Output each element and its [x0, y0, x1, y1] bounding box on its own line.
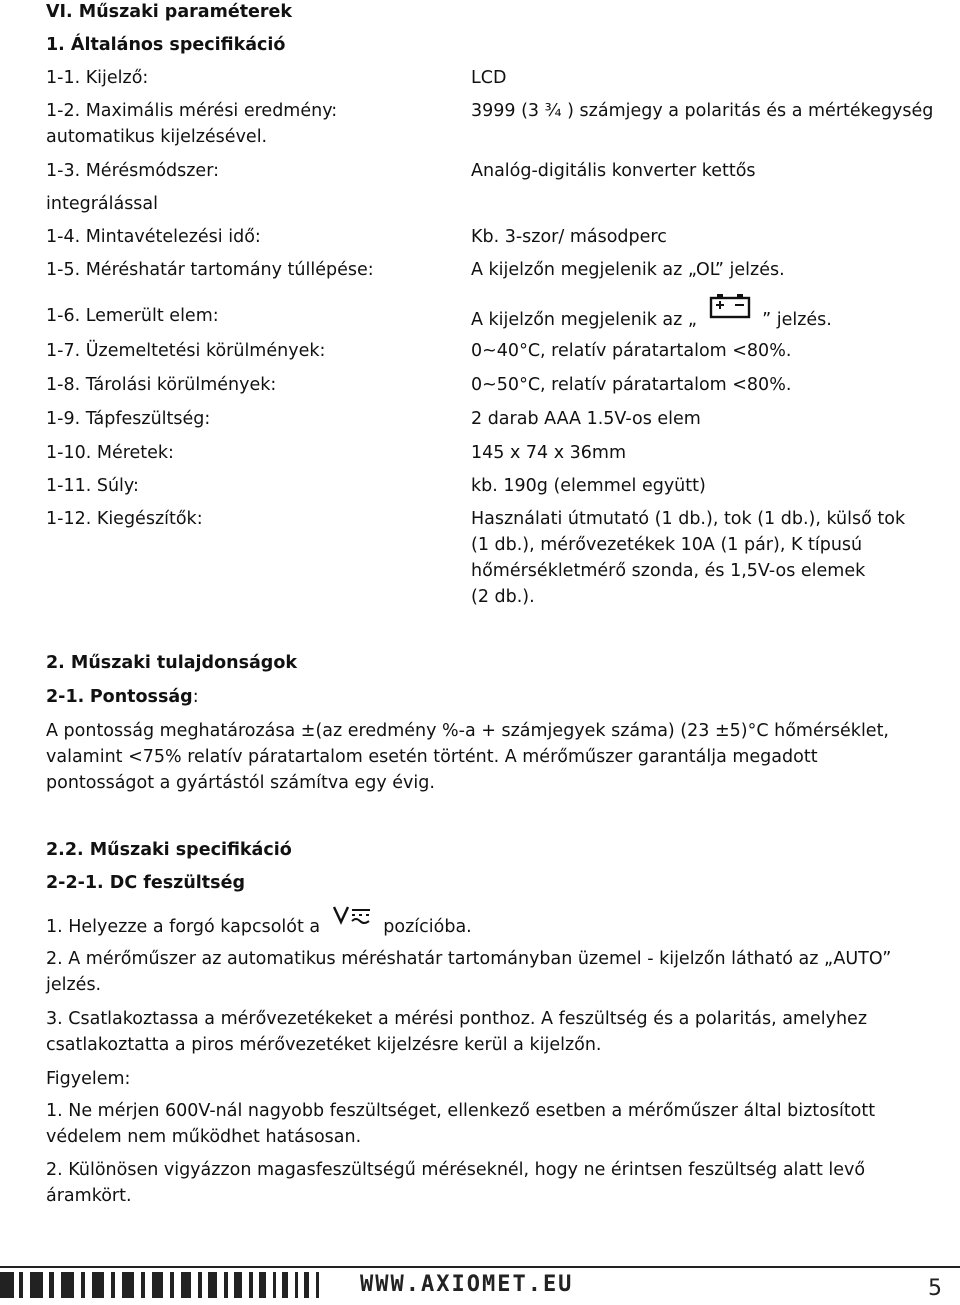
low-battery-text-post: ” jelzés.: [762, 310, 832, 330]
spec-value-weight: kb. 190g (elemmel együtt): [471, 476, 706, 496]
warning-1: 1. Ne mérjen 600V-nál nagyobb feszültséget, ellenkező esetben a mérőműszer által biztosított védelem nem működhet hatásosan.: [46, 1101, 876, 1147]
accuracy-title-text: Pontosság: [89, 687, 193, 707]
spec-label-max-result: 1-2. Maximális mérési eredmény:: [46, 101, 338, 121]
spec-label-overrange: 1-5. Méréshatár tartomány túllépése:: [46, 260, 374, 280]
accuracy-title: [46, 684, 199, 710]
spec-label-accessories: 1-12. Kiegészítők:: [46, 509, 203, 529]
spec-value-power: 2 darab AAA 1.5V-os elem: [471, 409, 701, 429]
spec-value-sampling: Kb. 3-szor/ másodperc: [471, 227, 667, 247]
spec-label-low-battery: 1-6. Lemerült elem:: [46, 306, 219, 326]
spec-label-max-result-cont: automatikus kijelzésével.: [46, 127, 268, 147]
low-battery-text-pre: A kijelzőn megjelenik az „: [471, 310, 697, 330]
section-title: VI. Műszaki paraméterek: [46, 2, 293, 22]
step-1: [46, 912, 472, 942]
spec-value-accessories-line: (1 db.), mérővezetékek 10A (1 pár), K típusú: [471, 535, 863, 555]
properties-title: 2. Műszaki tulajdonságok: [46, 653, 297, 673]
spec-value-accessories-line: hőmérsékletmérő szonda, és 1,5V-os elemek: [471, 561, 866, 581]
accuracy-paragraph: A pontosság meghatározása ±(az eredmény %-a + számjegyek száma) (23 ±5)°C hőmérséklet, valamint <75% relatív páratartalom esetén történt. A mérőműszer garantálja megadott pontosságot a gyártástól számítva egy évig.: [46, 721, 889, 793]
accuracy-title-number: 2-1.: [46, 687, 85, 707]
general-spec-title: 1. Általános specifikáció: [46, 35, 286, 55]
accuracy-title-colon: :: [192, 687, 199, 707]
spec-label-method-cont: integrálással: [46, 194, 159, 214]
spec-value-dimensions: 145 x 74 x 36mm: [471, 443, 626, 463]
spec-label-display: 1-1. Kijelző:: [46, 68, 149, 88]
dc-voltage-title: 2-2-1. DC feszültség: [46, 873, 245, 893]
warning-2: 2. Különösen vigyázzon magasfeszültségű méréseknél, hogy ne érintsen feszültség alatt levő áramkört.: [46, 1160, 866, 1206]
spec-value-display: LCD: [471, 68, 507, 88]
step-3: 3. Csatlakoztassa a mérővezetékeket a mérési ponthoz. A feszültség és a polaritás, amelyhez csatlakoztatta a piros mérővezetéket kijelzésre kerül a kijelzőn.: [46, 1009, 868, 1055]
step-2: 2. A mérőműszer az automatikus méréshatár tartományban üzemel - kijelzőn látható az „AUTO” jelzés.: [46, 949, 892, 995]
step-1-text-post: pozícióba.: [383, 917, 472, 937]
spec-value-operating: 0~40°C, relatív páratartalom <80%.: [471, 341, 792, 361]
spec-title: 2.2. Műszaki specifikáció: [46, 840, 292, 860]
spec-label-storage: 1-8. Tárolási körülmények:: [46, 375, 277, 395]
spec-label-weight: 1-11. Súly:: [46, 476, 139, 496]
spec-value-storage: 0~50°C, relatív páratartalom <80%.: [471, 375, 792, 395]
spec-value-max-result: 3999 (3 ¾ ) számjegy a polaritás és a mértékegység: [471, 101, 934, 121]
spec-label-method: 1-3. Mérésmódszer:: [46, 161, 219, 181]
spec-value-overrange: A kijelzőn megjelenik az „OL” jelzés.: [471, 260, 785, 280]
spec-label-dimensions: 1-10. Méretek:: [46, 443, 174, 463]
spec-value-accessories-line: Használati útmutató (1 db.), tok (1 db.), külső tok: [471, 509, 906, 529]
spec-label-operating: 1-7. Üzemeltetési körülmények:: [46, 341, 326, 361]
spec-label-power: 1-9. Tápfeszültség:: [46, 409, 211, 429]
spec-label-sampling: 1-4. Mintavételezési idő:: [46, 227, 261, 247]
footer-url: WWW.AXIOMET.EU: [360, 1272, 574, 1297]
spec-value-accessories-line: (2 db.).: [471, 587, 535, 607]
barcode-bars-logo: [0, 1268, 330, 1305]
warning-title: Figyelem:: [46, 1069, 131, 1089]
page-number: 5: [928, 1276, 942, 1301]
spec-value-method: Analóg-digitális konverter kettős: [471, 161, 756, 181]
spec-value-low-battery: [471, 303, 832, 337]
dc-voltage-icon: [332, 904, 372, 934]
step-1-text-pre: 1. Helyezze a forgó kapcsolót a: [46, 917, 321, 937]
battery-icon: [709, 293, 751, 327]
